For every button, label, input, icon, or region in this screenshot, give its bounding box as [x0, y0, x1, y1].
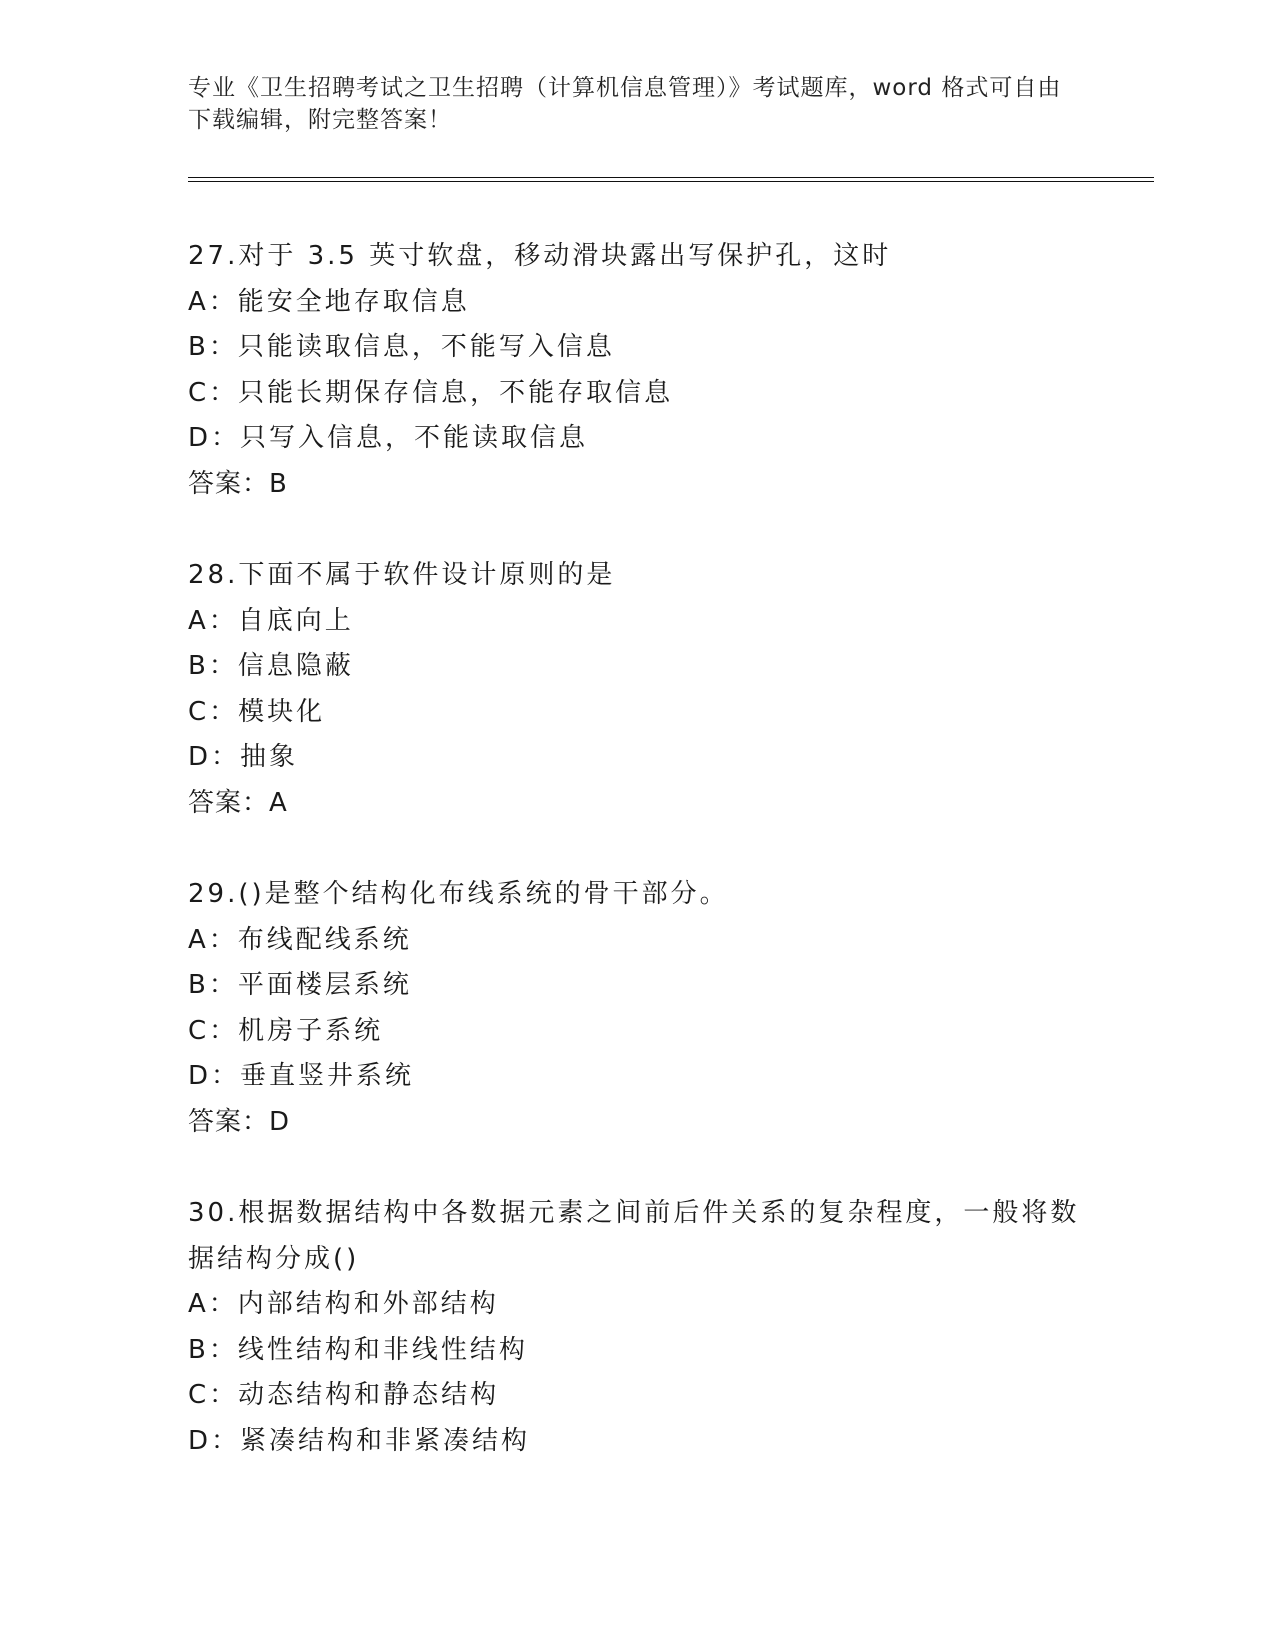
option-a: A：自底向上	[188, 605, 354, 636]
question-stem: 30.根据数据结构中各数据元素之间前后件关系的复杂程度，一般将数据结构分成()	[188, 1198, 1080, 1274]
header-rule-top	[188, 177, 1154, 178]
option-a: A：布线配线系统	[188, 924, 412, 955]
answer-text: 答案：B	[188, 468, 288, 499]
question-28	[188, 553, 1088, 826]
question-stem: 27.对于 3.5 英寸软盘，移动滑块露出写保护孔，这时	[188, 241, 892, 271]
question-stem: 28.下面不属于软件设计原则的是	[188, 560, 616, 590]
option-d: D：抽象	[188, 742, 299, 772]
question-29	[188, 872, 1088, 1145]
option-a: A：能安全地存取信息	[188, 286, 470, 317]
option-b: B：线性结构和非线性结构	[188, 1334, 528, 1365]
answer-text: 答案：A	[188, 787, 288, 818]
option-a: A：内部结构和外部结构	[188, 1289, 499, 1319]
option-c: C：模块化	[188, 696, 326, 727]
document-header: 专业《卫生招聘考试之卫生招聘（计算机信息管理）》考试题库，word 格式可自由下载编辑，附完整答案！	[188, 75, 1062, 133]
option-c: C：机房子系统	[188, 1015, 384, 1046]
answer-text: 答案：D	[188, 1106, 291, 1137]
option-d: D：垂直竖井系统	[188, 1061, 415, 1091]
option-b: B：平面楼层系统	[188, 970, 412, 1000]
option-b: B：只能读取信息，不能写入信息	[188, 332, 615, 362]
option-d: D：紧凑结构和非紧凑结构	[188, 1425, 531, 1456]
header-rule-bottom	[188, 181, 1154, 182]
question-30	[188, 1191, 1088, 1464]
option-b: B：信息隐蔽	[188, 651, 354, 681]
question-stem: 29.()是整个结构化布线系统的骨干部分。	[188, 879, 729, 909]
option-c: C：动态结构和静态结构	[188, 1380, 500, 1410]
option-c: C：只能长期保存信息，不能存取信息	[188, 377, 674, 408]
option-d: D：只写入信息，不能读取信息	[188, 423, 589, 453]
question-27	[188, 234, 1088, 507]
